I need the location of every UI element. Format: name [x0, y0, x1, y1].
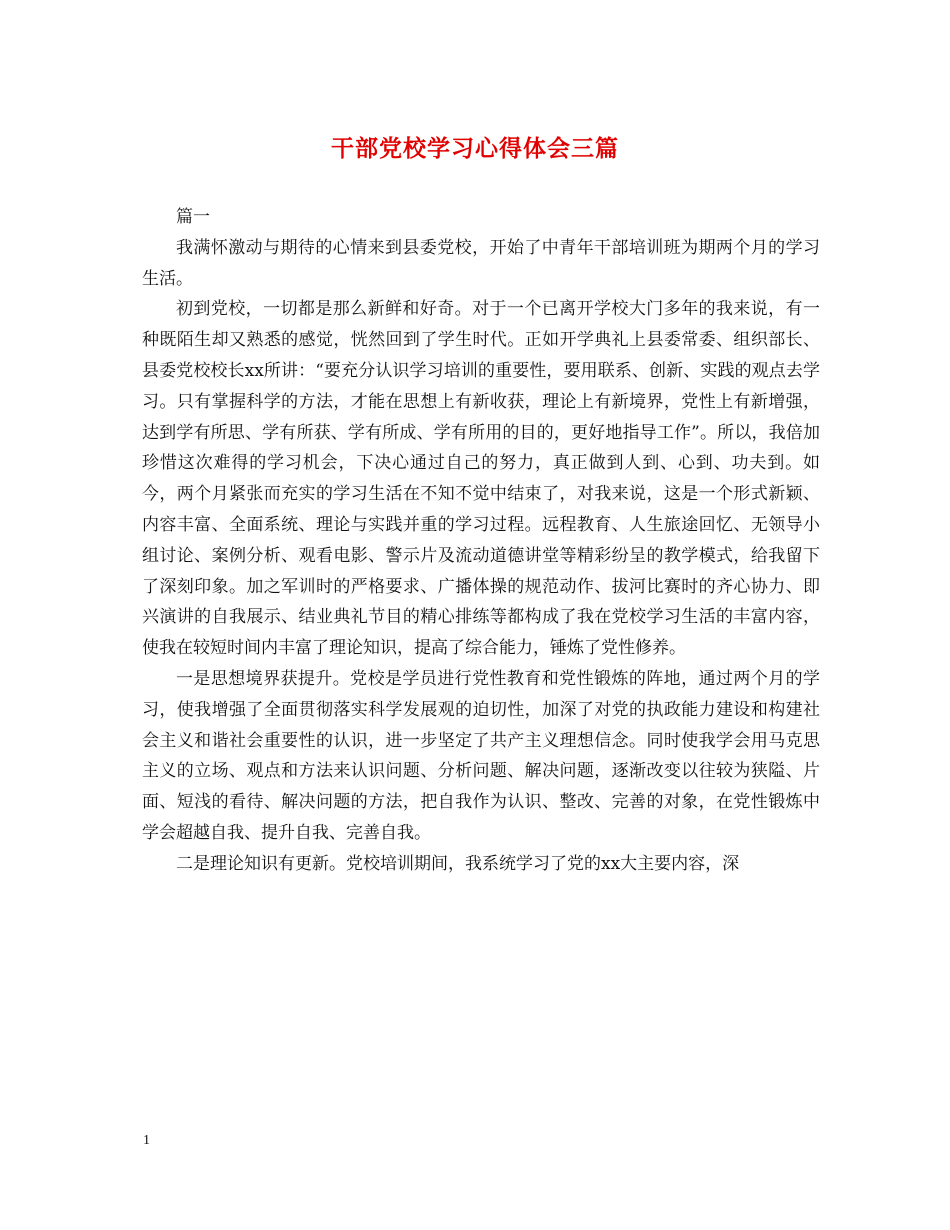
paragraph-section-heading: 篇一: [176, 207, 210, 227]
paragraph: 二是理论知识有更新。党校培训期间，我系统学习了党的xx大主要内容，深: [176, 853, 740, 874]
paragraph: 我满怀激动与期待的心情来到县委党校，开始了中青年干部培训班为期两个月的学习生活。: [142, 237, 820, 289]
paragraph: 一是思想境界获提升。党校是学员进行党性教育和党性锻炼的阵地，通过两个月的学习，使我增强了全面贯彻落实科学发展观的迫切性，加深了对党的执政能力建设和构建社会主义和谐社会重要性的认识，进一步坚定了共产主义理想信念。同时使我学会用马克思主义的立场、观点和方法来认识问题、分析问题、解决问题，逐渐改变以往较为狭隘、片面、短浅的看待、解决问题的方法，把自我作为认识、整改、完善的对象，在党性锻炼中学会超越自我、提升自我、完善自我。: [142, 668, 820, 843]
document-title: 干部党校学习心得体会三篇: [331, 135, 619, 162]
document-body: [142, 202, 820, 880]
paragraph: 初到党校，一切都是那么新鲜和好奇。对于一个已离开学校大门多年的我来说，有一种既陌生却又熟悉的感觉，恍然回到了学生时代。正如开学典礼上县委常委、组织部长、县委党校校长xx所讲：“要充分认识学习培训的重要性，要用联系、创新、实践的观点去学习。只有掌握科学的方法，才能在思想上有新收获，理论上有新境界，党性上有新增强，达到学有所思、学有所获、学有所成、学有所用的目的，更好地指导工作”。所以，我倍加珍惜这次难得的学习机会，下决心通过自己的努力，真正做到人到、心到、功夫到。如今，两个月紧张而充实的学习生活在不知不觉中结束了，对我来说，这是一个形式新颖、内容丰富、全面系统、理论与实践并重的学习过程。远程教育、人生旅途回忆、无领导小组讨论、案例分析、观看电影、警示片及流动道德讲堂等精彩纷呈的教学模式，给我留下了深刻印象。加之军训时的严格要求、广播体操的规范动作、拔河比赛时的齐心协力、即兴演讲的自我展示、结业典礼节目的精心排练等都构成了我在党校学习生活的丰富内容，使我在较短时间内丰富了理论知识，提高了综合能力，锤炼了党性修养。: [142, 299, 820, 659]
page-number: 1: [143, 1133, 150, 1148]
